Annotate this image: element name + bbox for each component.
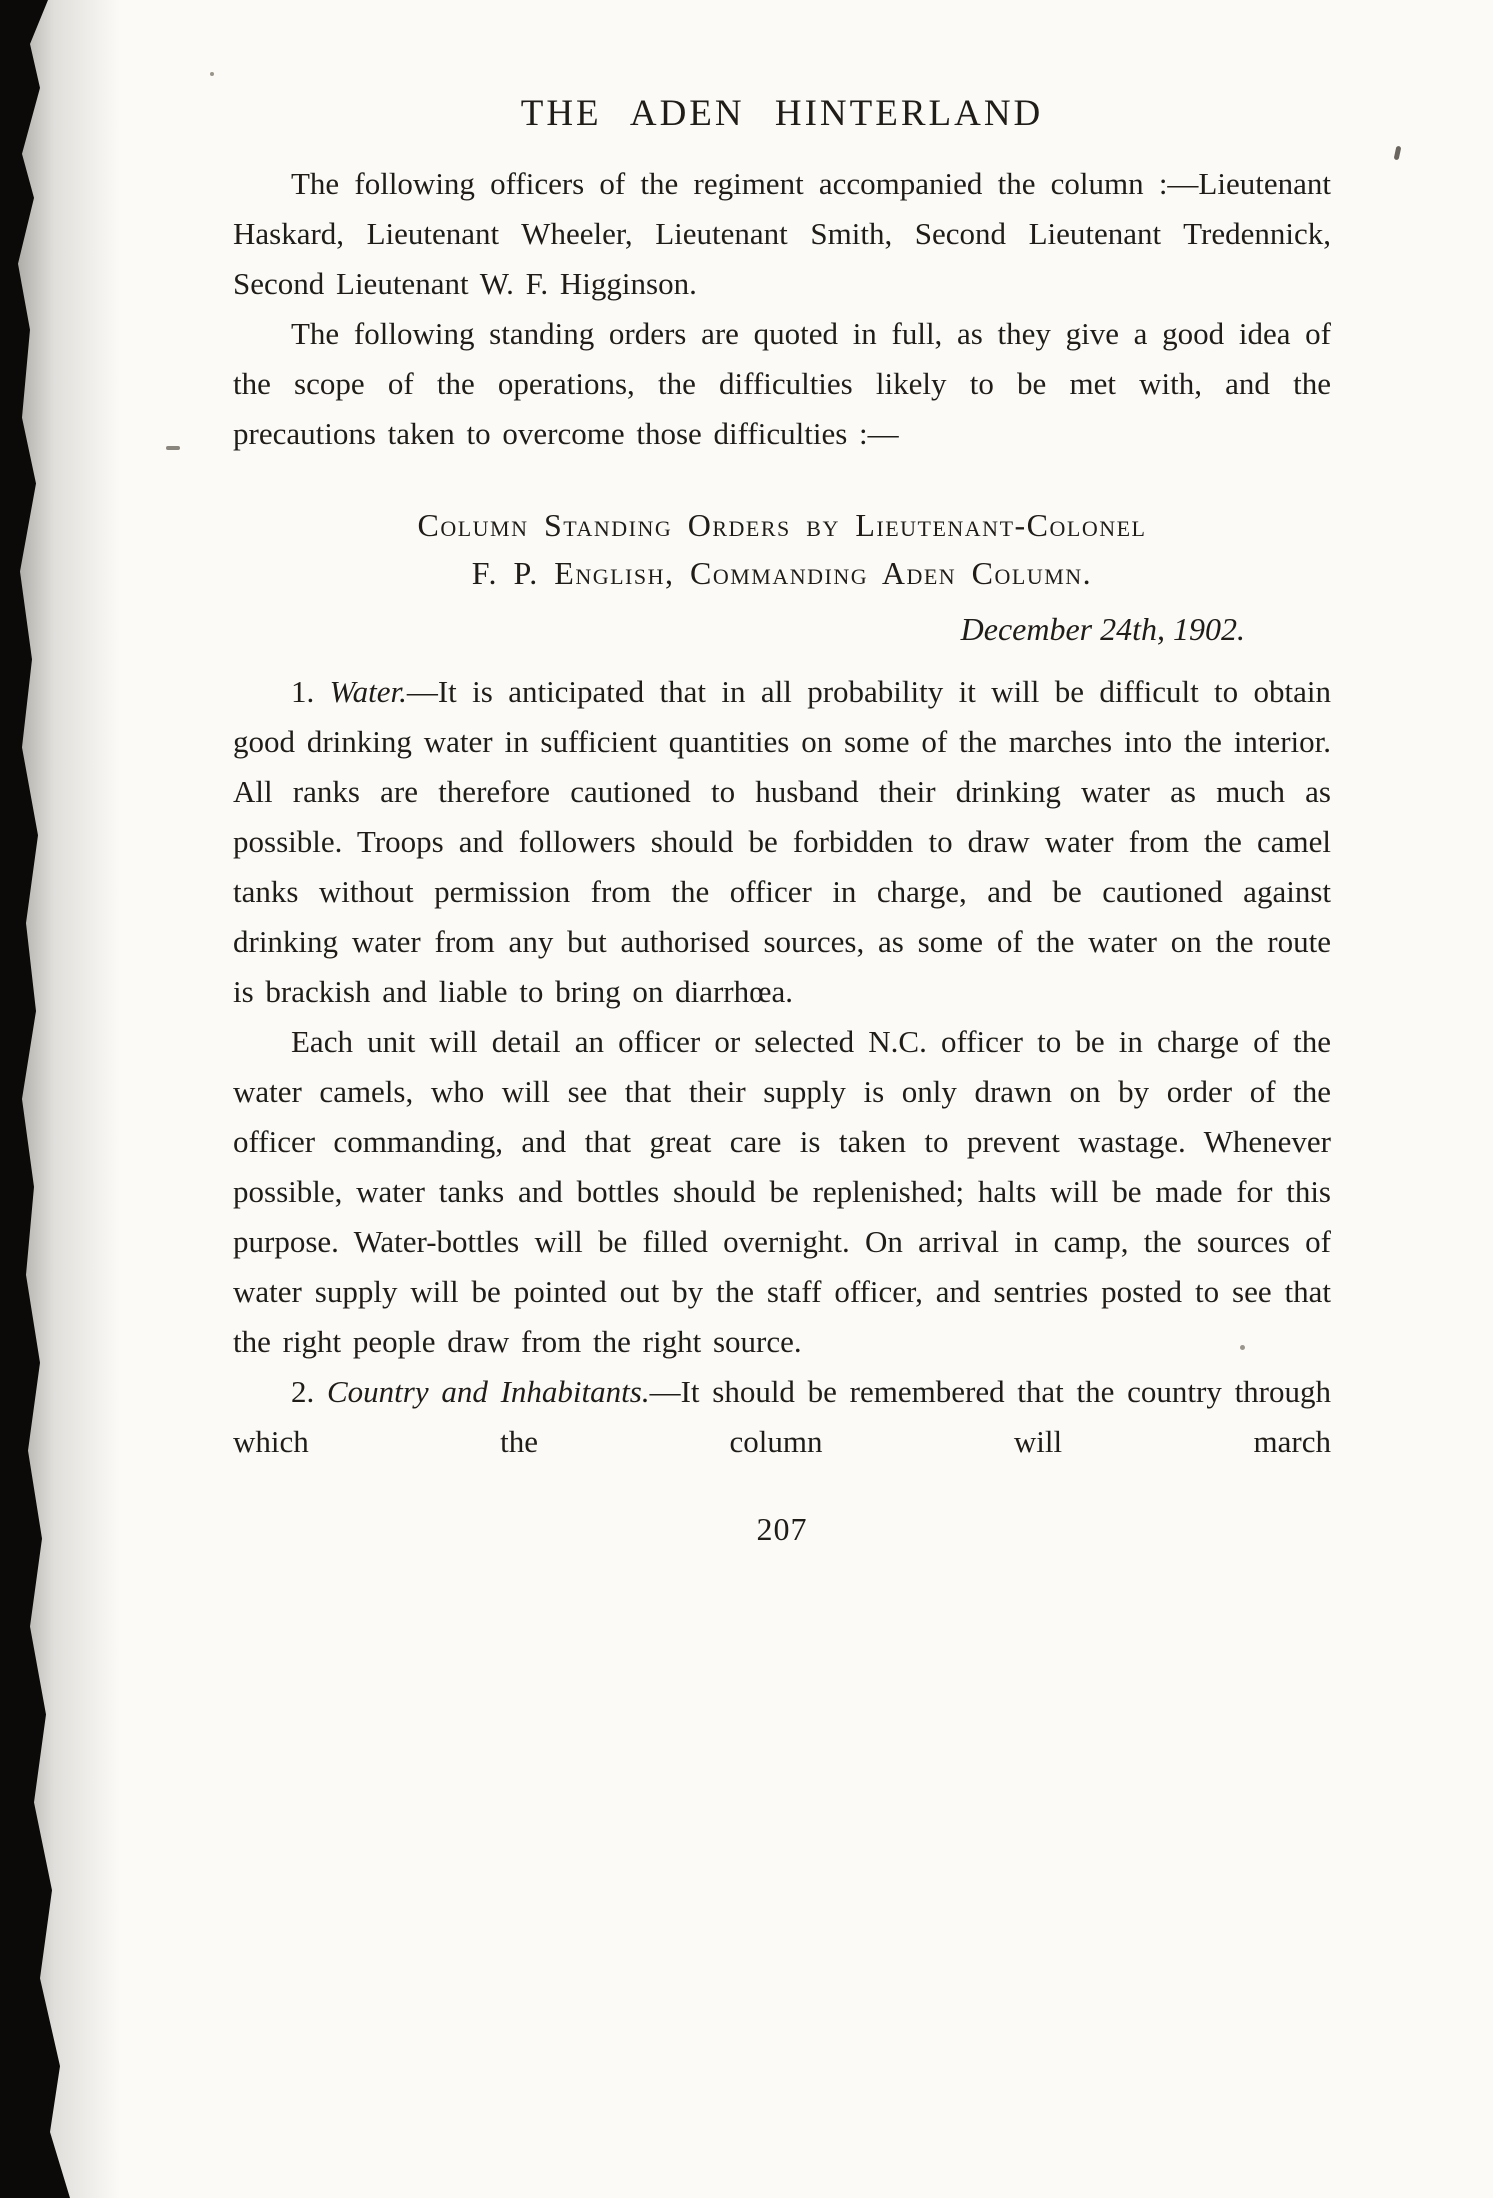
order-item-2-body: It should be remembered that the country through which the column will march — [233, 1374, 1332, 1459]
order-item-1-lead: Water. — [329, 674, 407, 709]
scan-speck — [166, 446, 180, 450]
scan-speck — [1394, 146, 1402, 161]
orders-heading — [233, 501, 1331, 597]
page-number: 207 — [756, 1511, 808, 1547]
order-item-2-lead: Country and Inhabitants. — [327, 1374, 650, 1409]
orders-date: December 24th, 1902. — [960, 611, 1245, 647]
intro-paragraph-1: The following officers of the regiment accompanied the column :—Lieutenant Haskard, Lieutenant Wheeler, Lieutenant Smith, Second Lieutenant Tredennick, Second Lieutenant W. F. Higginson. — [233, 166, 1331, 301]
order-item-2-separator: — — [649, 1374, 681, 1409]
orders-heading-line1: Column Standing Orders by Lieutenant-Colonel — [417, 507, 1147, 543]
page-content — [233, 92, 1331, 1548]
order-item-1 — [233, 667, 1331, 1017]
order-item-1-number: 1. — [291, 674, 330, 709]
intro-paragraph-2: The following standing orders are quoted in full, as they give a good idea of the scope of the operations, the difficulties likely to be met with, and the precautions taken to overcome those difficulties :— — [233, 316, 1331, 451]
order-item-2 — [233, 1367, 1331, 1467]
order-item-2-number: 2. — [291, 1374, 327, 1409]
order-item-1-body: It is anticipated that in all probability it will be difficult to obtain good drinking water in sufficient quantities on some of the marches into the interior. All ranks are therefore cautioned to husband their drinking water as much as possible. Troops and followers should be forbidden to draw water from the camel tanks without permission from the officer in charge, and be cautioned against drinking water from any but authorised sources, as some of the water on the route is brackish and liable to bring on diarrhœa. — [233, 674, 1332, 1009]
page-title: THE ADEN HINTERLAND — [520, 93, 1044, 134]
scan-speck — [210, 72, 214, 76]
order-item-1-separator: — — [406, 674, 438, 709]
orders-heading-line2: F. P. English, Commanding Aden Column. — [471, 555, 1093, 591]
order-item-1-continuation: Each unit will detail an officer or selected N.C. officer to be in charge of the water camels, who will see that their supply is only drawn on by order of the officer commanding, and that great care is taken to prevent wastage. Whenever possible, water tanks and bottles should be replenished; halts will be made for this purpose. Water-bottles will be filled overnight. On arrival in camp, the sources of water supply will be pointed out by the staff officer, and sentries posted to see that the right people draw from the right source. — [233, 1024, 1331, 1359]
